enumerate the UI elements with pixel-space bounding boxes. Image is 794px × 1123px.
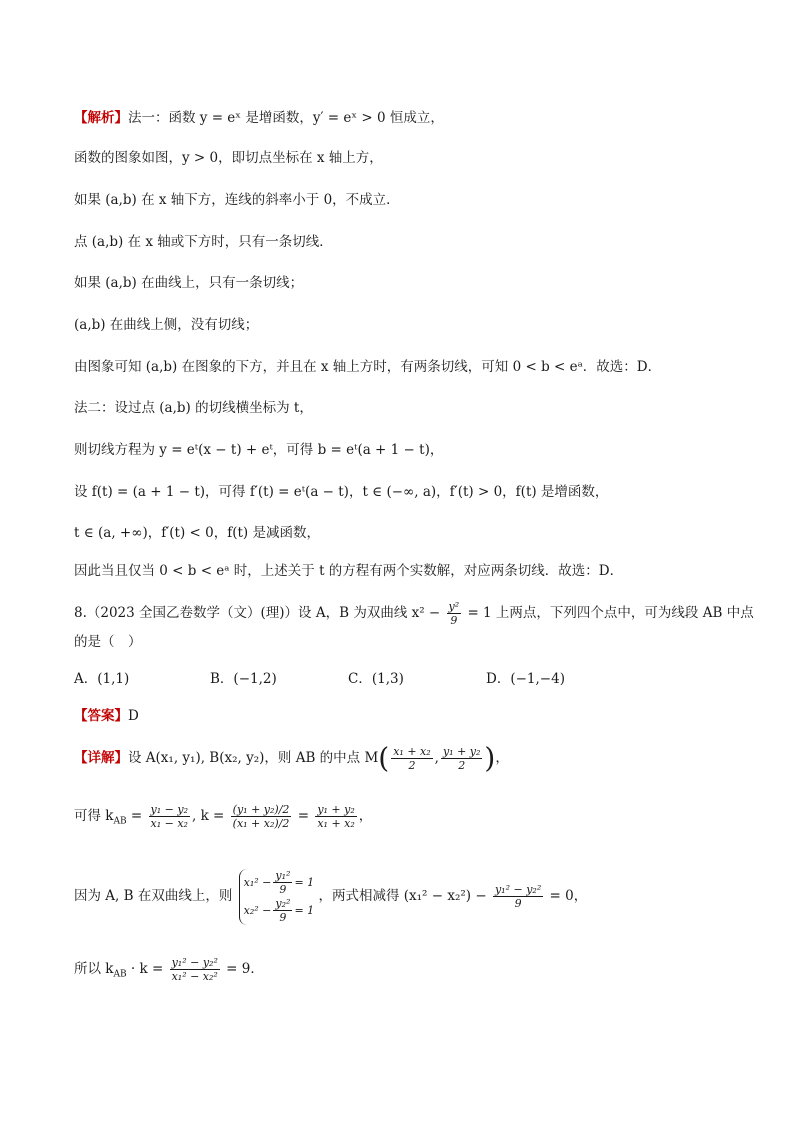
k-simplified-num: y₁ + y₂: [317, 803, 355, 816]
detail-comma-2: ，: [358, 808, 373, 824]
option-a-label: A．: [74, 671, 98, 687]
midpoint-y-num: y₁ + y₂: [442, 745, 481, 758]
midpoint-y-den: 2: [458, 759, 466, 772]
analysis-line-10: 设 f(t) = (a + 1 − t)，可得 f′(t) = eᵗ(a − t)，t ∈ (−∞, a)，f′(t) > 0，f(t) 是增函数，: [74, 484, 609, 500]
midpoint-y-fraction: [441, 745, 482, 772]
option-c-value: (1,3): [371, 671, 404, 687]
detail-text-3: 因为 A, B 在双曲线上，则: [74, 888, 233, 904]
analysis-line-6: (a,b) 在曲线上侧，没有切线；: [74, 317, 259, 333]
question-stem-line-2: 的是（ ）: [74, 634, 142, 650]
row1-den: 9: [279, 883, 287, 896]
option-c-label: C．: [348, 671, 372, 687]
analysis-text-1: 法一：函数 y = eˣ 是增函数，y′ = eˣ > 0 恒成立，: [128, 110, 444, 126]
detail-line-1: 【详解】设 A(x₁, y₁), B(x₂, y₂)，则 AB 的中点 M( $\frac{\text{x₁ + x₂}}{2}$ , $\frac{\text{y₁ + y₂}}{2}$ )，: [74, 741, 509, 775]
analysis-line-8: 法二：设过点 (a,b) 的切线横坐标为 t，: [74, 400, 313, 416]
result-den: x₁² − x₂²: [171, 970, 218, 983]
analysis-line-9: 则切线方程为 y = eᵗ(x − t) + eᵗ，可得 b = eᵗ(a + 1 − t)，: [74, 442, 444, 458]
analysis-line-7: 由图象可知 (a,b) 在图象的下方，并且在 x 轴上方时，有两条切线，可知 0 < b < eᵃ．故选：D．: [74, 359, 662, 375]
option-d[interactable]: [486, 669, 565, 689]
analysis-line-3: 如果 (a,b) 在 x 轴下方，连线的斜率小于 0，不成立．: [74, 192, 400, 208]
detail-line-2: [74, 796, 754, 842]
system-row-2: [244, 897, 315, 925]
analysis-line-12: 因此当且仅当 0 < b < eᵃ 时，上述关于 t 的方程有两个实数解，对应两条切线．故选：D．: [74, 563, 624, 579]
slope-fraction: [149, 803, 190, 830]
midpoint-x-den: 2: [408, 759, 416, 772]
open-paren: (: [378, 741, 390, 775]
detail-line-4: [74, 951, 754, 993]
detail-text-3c: = 0，: [549, 888, 588, 904]
option-b-value: (−1,2): [233, 671, 277, 687]
analysis-line-4: 点 (a,b) 在 x 轴或下方时，只有一条切线．: [74, 234, 333, 250]
equation-system: [239, 869, 315, 925]
row1-num: y₁²: [275, 869, 291, 882]
midpoint-x-fraction: [391, 745, 432, 772]
detail-line-3: [74, 864, 754, 928]
answer-tag: 【答案】: [74, 708, 128, 724]
answer-line: [74, 706, 754, 726]
detail-text-1: 设 A(x₁, y₁), B(x₂, y₂)，则 AB 的中点 M: [128, 750, 379, 766]
option-b[interactable]: [210, 669, 277, 689]
question-stem-fraction: [447, 600, 462, 627]
k-label: , k =: [191, 808, 225, 824]
result-sub: AB: [113, 969, 127, 980]
detail-text-4c: = 9．: [226, 961, 264, 977]
question-stem-a: 8.（2023 全国乙卷数学（文）(理)）设 A，B 为双曲线 x² −: [74, 605, 441, 621]
close-paren: ): [484, 741, 496, 775]
result-fraction: [170, 956, 220, 983]
row1-left: x₁² −: [243, 875, 272, 889]
row2-num: y₂²: [275, 897, 291, 910]
option-d-value: (−1,−4): [510, 671, 565, 687]
option-b-label: B．: [210, 671, 234, 687]
option-a[interactable]: [74, 669, 129, 689]
detail-text-3b: ，两式相减得 (x₁² − x₂²) −: [318, 888, 487, 904]
detail-text-4b: · k =: [130, 961, 164, 977]
diff-num: y₁² − y₂²: [494, 883, 542, 896]
analysis-line-5: 如果 (a,b) 在曲线上，只有一条切线；: [74, 275, 304, 291]
diff-den: 9: [514, 897, 522, 910]
k-simplified-fraction: [315, 803, 356, 830]
analysis-line-2: 函数的图象如图，y > 0，即切点坐标在 x 轴上方，: [74, 150, 383, 166]
analysis-line-1: [74, 108, 754, 128]
answer-value: D: [128, 708, 139, 724]
detail-text-4: 所以 k: [74, 961, 114, 977]
analysis-line-11: t ∈ (a, +∞)，f′(t) < 0，f(t) 是减函数，: [74, 525, 320, 541]
eq-sign-1: =: [130, 808, 143, 824]
row1-right: = 1: [294, 875, 315, 889]
k-simplified-den: x₁ + x₂: [317, 817, 355, 830]
question-stem-frac-num: y²: [448, 600, 460, 613]
eq-sign-2: =: [297, 808, 310, 824]
option-a-value: (1,1): [97, 671, 130, 687]
k-fraction: [231, 803, 292, 830]
slope-den: x₁ − x₂: [150, 817, 188, 830]
detail-tag: 【详解】: [74, 750, 128, 766]
option-c[interactable]: [348, 669, 404, 689]
k-num: (y₁ + y₂)/2: [232, 803, 290, 816]
slope-sub: AB: [113, 816, 127, 827]
row2-den: 9: [279, 911, 287, 924]
analysis-tag: 【解析】: [74, 110, 128, 126]
question-stem-b: = 1 上两点，下列四个点中，可为线段 AB 中点: [467, 605, 754, 621]
k-den: (x₁ + x₂)/2: [232, 817, 290, 830]
question-stem-frac-den: 9: [450, 614, 458, 627]
detail-comma-1: ，: [495, 750, 509, 766]
midpoint-x-num: x₁ + x₂: [393, 745, 431, 758]
question-stem-line-1: [74, 600, 754, 627]
result-num: y₁² − y₂²: [171, 956, 218, 969]
slope-num: y₁ − y₂: [150, 803, 188, 816]
option-d-label: D．: [486, 671, 511, 687]
row2-right: = 1: [294, 903, 315, 917]
diff-fraction: [493, 883, 543, 910]
slope-k-label: 可得 k: [74, 808, 114, 824]
row2-fraction: [273, 897, 292, 924]
row1-fraction: [273, 869, 292, 896]
row2-left: x₂² −: [243, 903, 272, 917]
